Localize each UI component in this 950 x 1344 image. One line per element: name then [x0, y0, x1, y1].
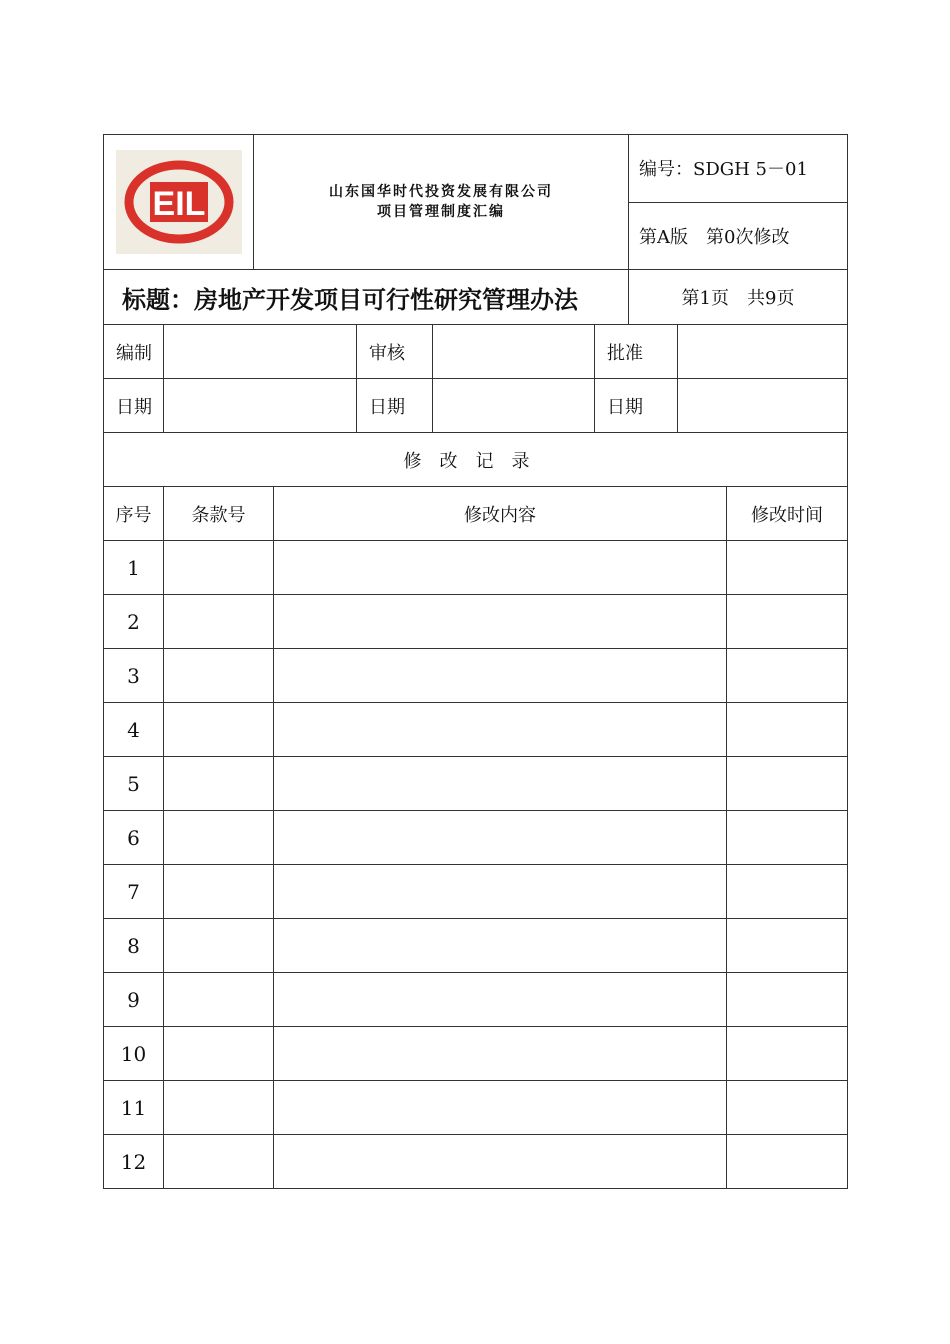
prepared-date-field[interactable] [164, 379, 357, 433]
row-number: 10 [104, 1027, 164, 1081]
content-cell[interactable] [274, 703, 727, 757]
table-row [104, 649, 848, 703]
row-number: 7 [104, 865, 164, 919]
company-logo [116, 150, 242, 254]
clause-cell[interactable] [164, 595, 274, 649]
row-number: 11 [104, 1081, 164, 1135]
clause-cell[interactable] [164, 757, 274, 811]
clause-cell[interactable] [164, 1135, 274, 1189]
clause-cell[interactable] [164, 865, 274, 919]
content-cell[interactable] [274, 1135, 727, 1189]
content-cell[interactable] [274, 1027, 727, 1081]
time-cell[interactable] [727, 811, 848, 865]
clause-cell[interactable] [164, 811, 274, 865]
row-number: 1 [104, 541, 164, 595]
column-header-content: 修改内容 [274, 487, 727, 541]
document-title: 标题：房地产开发项目可行性研究管理办法 [104, 270, 629, 325]
revision-section-title: 修改记录 [104, 433, 848, 487]
edition-info: 第A版 第0次修改 [629, 202, 848, 270]
row-number: 9 [104, 973, 164, 1027]
clause-cell[interactable] [164, 649, 274, 703]
content-cell[interactable] [274, 1081, 727, 1135]
row-number: 8 [104, 919, 164, 973]
table-row [104, 1027, 848, 1081]
page-info: 第1页 共9页 [629, 270, 848, 325]
reviewed-field[interactable] [433, 325, 595, 379]
date-label: 日期 [357, 379, 433, 433]
content-cell[interactable] [274, 757, 727, 811]
content-cell[interactable] [274, 541, 727, 595]
table-row [104, 865, 848, 919]
row-number: 6 [104, 811, 164, 865]
row-number: 4 [104, 703, 164, 757]
clause-cell[interactable] [164, 1027, 274, 1081]
reviewed-date-field[interactable] [433, 379, 595, 433]
clause-cell[interactable] [164, 541, 274, 595]
time-cell[interactable] [727, 1081, 848, 1135]
table-row [104, 595, 848, 649]
time-cell[interactable] [727, 649, 848, 703]
clause-cell[interactable] [164, 703, 274, 757]
prepared-field[interactable] [164, 325, 357, 379]
table-row [104, 1081, 848, 1135]
time-cell[interactable] [727, 595, 848, 649]
signoff-table [103, 324, 848, 433]
content-cell[interactable] [274, 649, 727, 703]
date-label: 日期 [595, 379, 678, 433]
logo-cell [104, 135, 254, 270]
approved-label: 批准 [595, 325, 678, 379]
approved-date-field[interactable] [678, 379, 848, 433]
time-cell[interactable] [727, 1135, 848, 1189]
table-row [104, 1135, 848, 1189]
table-row [104, 919, 848, 973]
collection-name: 项目管理制度汇编 [377, 204, 505, 220]
table-row [104, 757, 848, 811]
reviewed-label: 审核 [357, 325, 433, 379]
content-cell[interactable] [274, 865, 727, 919]
table-row [104, 703, 848, 757]
prepared-label: 编制 [104, 325, 164, 379]
revision-rows [104, 541, 848, 1189]
content-cell[interactable] [274, 595, 727, 649]
doc-code: 编号：SDGH 5－01 [629, 135, 848, 203]
table-row [104, 973, 848, 1027]
column-header-clause: 条款号 [164, 487, 274, 541]
clause-cell[interactable] [164, 919, 274, 973]
company-logo-icon [124, 160, 234, 244]
row-number: 3 [104, 649, 164, 703]
content-cell[interactable] [274, 811, 727, 865]
header-table [103, 134, 848, 325]
company-name: 山东国华时代投资发展有限公司 [329, 184, 553, 200]
column-header-time: 修改时间 [727, 487, 848, 541]
document-sheet [103, 134, 847, 1189]
clause-cell[interactable] [164, 973, 274, 1027]
company-name-cell [254, 135, 629, 270]
time-cell[interactable] [727, 865, 848, 919]
svg-text:EIL: EIL [152, 185, 205, 223]
content-cell[interactable] [274, 973, 727, 1027]
table-row [104, 541, 848, 595]
time-cell[interactable] [727, 1027, 848, 1081]
revision-record-table [103, 432, 848, 1189]
clause-cell[interactable] [164, 1081, 274, 1135]
revision-header-row [104, 487, 848, 541]
time-cell[interactable] [727, 541, 848, 595]
time-cell[interactable] [727, 973, 848, 1027]
row-number: 2 [104, 595, 164, 649]
table-row [104, 811, 848, 865]
time-cell[interactable] [727, 919, 848, 973]
row-number: 5 [104, 757, 164, 811]
column-header-seq: 序号 [104, 487, 164, 541]
row-number: 12 [104, 1135, 164, 1189]
content-cell[interactable] [274, 919, 727, 973]
approved-field[interactable] [678, 325, 848, 379]
date-label: 日期 [104, 379, 164, 433]
time-cell[interactable] [727, 757, 848, 811]
time-cell[interactable] [727, 703, 848, 757]
